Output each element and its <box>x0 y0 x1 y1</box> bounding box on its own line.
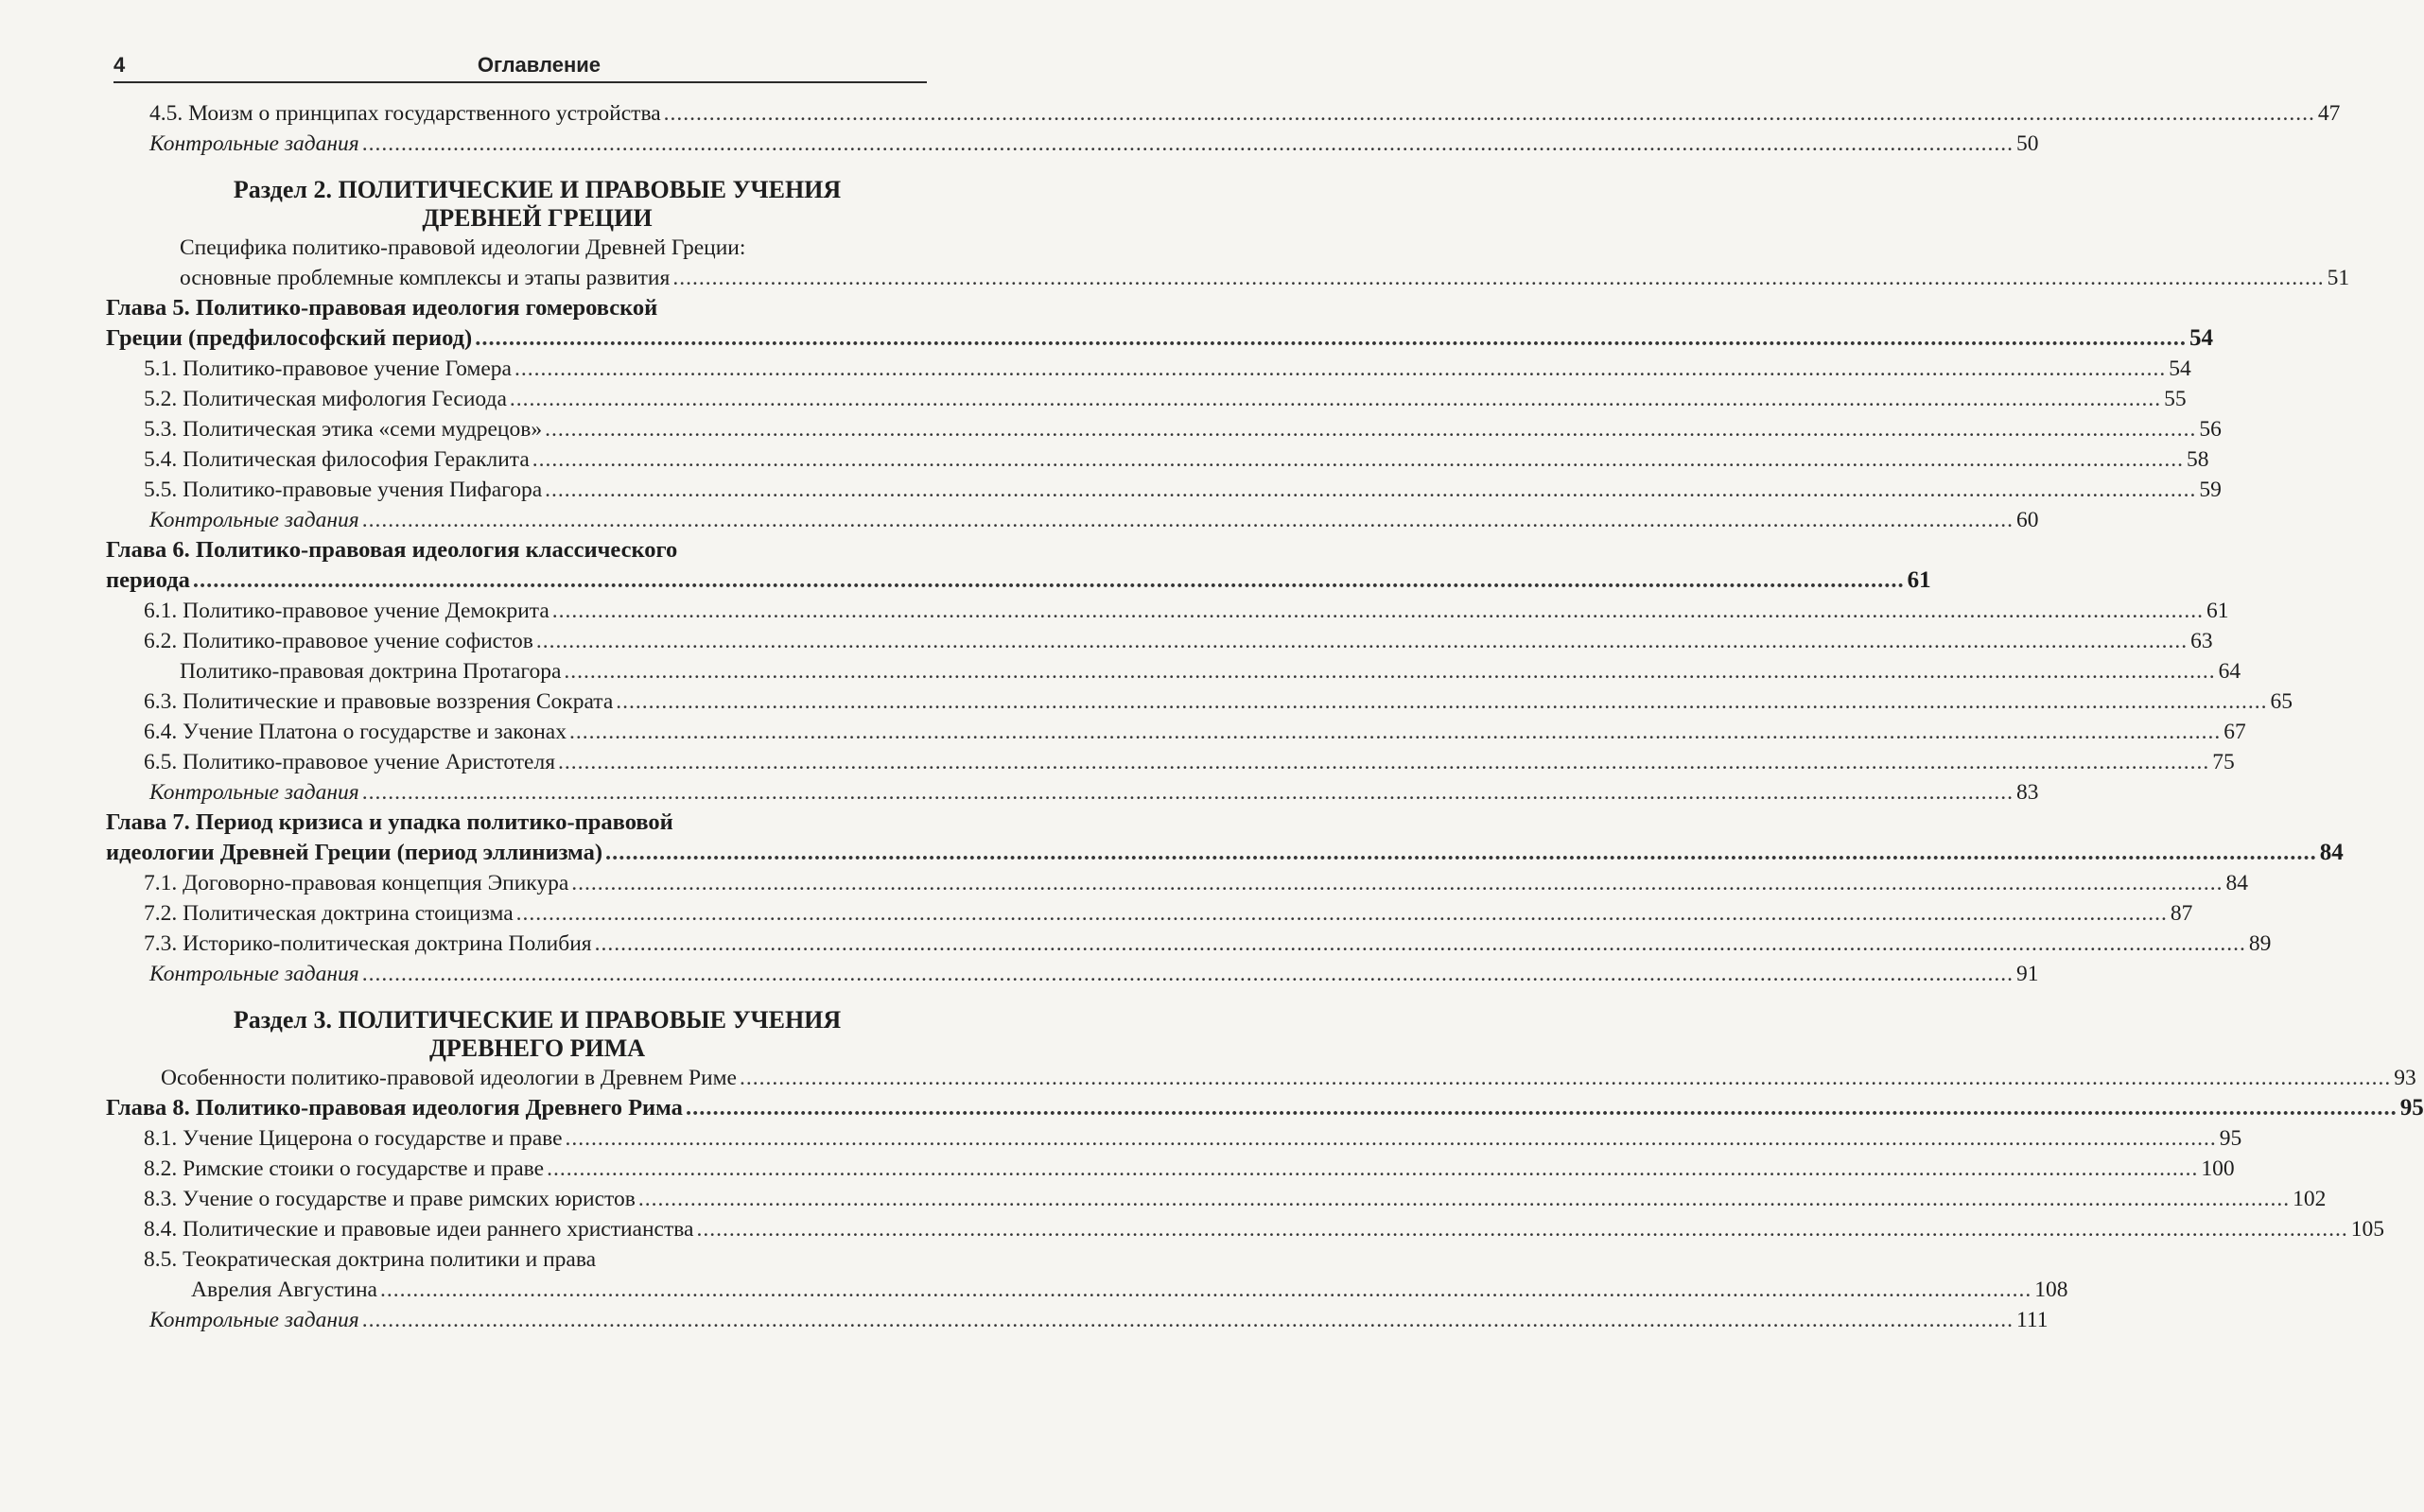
chapter-title: Глава 8. Политико-правовая идеология Древнего Рима <box>106 1095 683 1121</box>
toc-page-number: 87 <box>2170 901 2193 926</box>
dot-leader <box>638 1184 2290 1214</box>
toc-entry-title: 8.1. Учение Цицерона о государстве и праве <box>144 1126 563 1151</box>
toc-page-number: 83 <box>2015 780 2039 805</box>
toc-entry-title: 4.5. Моизм о принципах государственного устройства <box>149 101 661 126</box>
toc-page-number: 95 <box>2219 1126 2242 1151</box>
toc-page-number: 47 <box>2317 101 2341 126</box>
dot-leader <box>571 868 2223 898</box>
toc-entry[interactable] <box>106 686 2293 717</box>
toc-page-number: 60 <box>2015 508 2039 532</box>
toc-entry[interactable] <box>106 777 2039 808</box>
toc-entry[interactable] <box>106 1184 2327 1214</box>
toc-page-number: 108 <box>2034 1277 2068 1302</box>
toc-entry[interactable] <box>106 414 2222 444</box>
toc-page-number: 64 <box>2218 659 2241 684</box>
dot-leader <box>552 596 2204 626</box>
toc-entry-title: 7.2. Политическая доктрина стоицизма <box>144 901 514 926</box>
section-heading <box>106 1006 925 1063</box>
section-heading <box>106 176 925 233</box>
toc-entry-title: Политико-правовая доктрина Протагора <box>180 659 562 684</box>
dot-leader <box>380 1275 2032 1305</box>
toc-entry[interactable] <box>106 263 2350 293</box>
dot-leader <box>595 929 2246 959</box>
toc-entry[interactable] <box>106 475 2222 505</box>
toc-entry-title: 5.3. Политическая этика «семи мудрецов» <box>144 417 543 442</box>
toc-page-number: 54 <box>2169 356 2191 381</box>
toc-entry[interactable] <box>106 898 2193 929</box>
dot-leader <box>193 565 1905 596</box>
toc-page-number: 65 <box>2270 689 2293 714</box>
toc-page-number: 63 <box>2190 629 2213 653</box>
dot-leader <box>362 959 2014 989</box>
toc-entry-title: 5.1. Политико-правовое учение Гомера <box>144 356 512 381</box>
toc-entry[interactable] <box>106 656 2241 686</box>
toc-entry-title: Контрольные задания <box>149 1308 359 1332</box>
dot-leader <box>362 129 2014 159</box>
toc-page-number: 111 <box>2015 1308 2049 1332</box>
dot-leader <box>536 626 2188 656</box>
toc-entry[interactable] <box>106 868 2249 898</box>
section-heading-line: ДРЕВНЕЙ ГРЕЦИИ <box>422 204 653 232</box>
dot-leader <box>672 263 2324 293</box>
toc-entry-title: Аврелия Августина <box>191 1277 377 1302</box>
table-of-contents <box>106 98 2424 1335</box>
toc-entry-title: 7.1. Договорно-правовая концепция Эпикура <box>144 871 569 895</box>
toc-entry-title: Контрольные задания <box>149 131 359 156</box>
dot-leader <box>664 98 2315 129</box>
page-header <box>113 47 927 83</box>
dot-leader <box>545 475 2196 505</box>
toc-entry-title: Особенности политико-правовой идеологии в Древнем Риме <box>161 1066 737 1090</box>
toc-entry-first-line: Специфика политико-правовой идеологии Древней Греции: <box>180 235 746 260</box>
chapter-page-number: 54 <box>2189 325 2213 351</box>
chapter-title-line: Глава 6. Политико-правовая идеология классического <box>106 537 678 563</box>
dot-leader <box>569 717 2221 747</box>
toc-entry-title: 6.1. Политико-правовое учение Демокрита <box>144 599 549 623</box>
toc-page-number: 58 <box>2187 447 2209 472</box>
toc-entry[interactable] <box>106 626 2213 656</box>
toc-page-number: 61 <box>2206 599 2229 623</box>
dot-leader <box>514 354 2166 384</box>
chapter-entry[interactable] <box>106 838 2344 868</box>
dot-leader <box>516 898 2168 929</box>
toc-entry[interactable] <box>106 1214 2384 1244</box>
chapter-page-number: 95 <box>2399 1095 2424 1121</box>
chapter-title-line: Глава 7. Период кризиса и упадка политико-правовой <box>106 809 673 835</box>
chapter-title: периода <box>106 567 190 593</box>
page-number: 4 <box>113 53 126 77</box>
dot-leader <box>605 838 2317 868</box>
running-title: Оглавление <box>477 53 601 77</box>
toc-page-number: 75 <box>2212 750 2235 774</box>
toc-entry-title: Контрольные задания <box>149 780 359 805</box>
toc-page-number: 51 <box>2327 266 2350 290</box>
dot-leader <box>564 656 2215 686</box>
dot-leader <box>547 1154 2198 1184</box>
toc-page-number: 93 <box>2394 1066 2416 1090</box>
dot-leader <box>362 505 2014 535</box>
toc-page-number: 102 <box>2293 1187 2327 1211</box>
toc-entry[interactable] <box>106 129 2039 159</box>
dot-leader <box>740 1063 2391 1093</box>
toc-page-number: 91 <box>2015 962 2039 986</box>
toc-entry[interactable] <box>106 444 2209 475</box>
chapter-entry[interactable] <box>106 1093 2424 1123</box>
toc-entry[interactable] <box>106 384 2187 414</box>
chapter-page-number: 61 <box>1907 567 1931 593</box>
toc-entry-title: 6.2. Политико-правовое учение софистов <box>144 629 533 653</box>
dot-leader <box>475 323 2187 354</box>
toc-entry-title: основные проблемные комплексы и этапы развития <box>180 266 671 290</box>
chapter-title-line: Глава 5. Политико-правовая идеология гомеровской <box>106 295 658 321</box>
toc-page-number: 105 <box>2350 1217 2384 1242</box>
dot-leader <box>362 1305 2014 1335</box>
toc-entry-title: 8.3. Учение о государстве и праве римских юристов <box>144 1187 636 1211</box>
toc-page-number: 50 <box>2015 131 2039 156</box>
toc-page-number: 89 <box>2248 931 2272 956</box>
dot-leader <box>616 686 2267 717</box>
section-heading-line: Раздел 2. ПОЛИТИЧЕСКИЕ И ПРАВОВЫЕ УЧЕНИЯ <box>233 176 842 203</box>
toc-entry-title: 5.5. Политико-правовые учения Пифагора <box>144 478 543 502</box>
toc-entry-title: 8.4. Политические и правовые идеи раннего христианства <box>144 1217 694 1242</box>
toc-entry[interactable] <box>106 747 2235 777</box>
section-heading-line: ДРЕВНЕГО РИМА <box>428 1034 646 1062</box>
toc-page-number: 59 <box>2199 478 2222 502</box>
dot-leader <box>696 1214 2347 1244</box>
toc-entry-title: 6.5. Политико-правовое учение Аристотеля <box>144 750 556 774</box>
toc-entry-title: Контрольные задания <box>149 508 359 532</box>
toc-entry[interactable] <box>106 354 2191 384</box>
toc-entry-first-line: 8.5. Теократическая доктрина политики и права <box>144 1247 597 1272</box>
toc-page-number: 67 <box>2223 720 2246 744</box>
toc-entry[interactable] <box>106 929 2272 959</box>
toc-entry-title: 7.3. Историко-политическая доктрина Полибия <box>144 931 592 956</box>
toc-entry-title: Контрольные задания <box>149 962 359 986</box>
chapter-entry[interactable] <box>106 565 1931 596</box>
toc-page-number: 84 <box>2225 871 2249 895</box>
chapter-title: идеологии Древней Греции (период эллинизма) <box>106 840 602 865</box>
toc-entry[interactable] <box>106 1275 2068 1305</box>
toc-page-number: 56 <box>2199 417 2222 442</box>
toc-entry-title: 6.3. Политические и правовые воззрения Сократа <box>144 689 614 714</box>
dot-leader <box>686 1093 2398 1123</box>
dot-leader <box>545 414 2196 444</box>
toc-entry[interactable] <box>106 1123 2242 1154</box>
toc-entry-title: 6.4. Учение Платона о государстве и законах <box>144 720 567 744</box>
chapter-page-number: 84 <box>2319 840 2344 865</box>
dot-leader <box>566 1123 2217 1154</box>
toc-entry[interactable] <box>106 1063 2416 1093</box>
chapter-title: Греции (предфилософский период) <box>106 325 473 351</box>
toc-entry[interactable] <box>106 717 2246 747</box>
toc-entry[interactable] <box>106 1154 2235 1184</box>
dot-leader <box>558 747 2209 777</box>
toc-entry-title: 5.4. Политическая философия Гераклита <box>144 447 530 472</box>
toc-entry-title: 8.2. Римские стоики о государстве и праве <box>144 1156 545 1181</box>
toc-entry-title: 5.2. Политическая мифология Гесиода <box>144 387 507 411</box>
toc-page-number: 100 <box>2201 1156 2235 1181</box>
toc-entry[interactable] <box>106 959 2039 989</box>
section-heading-line: Раздел 3. ПОЛИТИЧЕСКИЕ И ПРАВОВЫЕ УЧЕНИЯ <box>233 1006 842 1034</box>
toc-entry[interactable] <box>106 505 2039 535</box>
chapter-entry[interactable] <box>106 323 2213 354</box>
toc-page-number: 55 <box>2164 387 2187 411</box>
dot-leader <box>532 444 2184 475</box>
toc-entry[interactable] <box>106 98 2341 129</box>
toc-entry[interactable] <box>106 1305 2049 1335</box>
dot-leader <box>510 384 2161 414</box>
toc-entry[interactable] <box>106 596 2229 626</box>
dot-leader <box>362 777 2014 808</box>
